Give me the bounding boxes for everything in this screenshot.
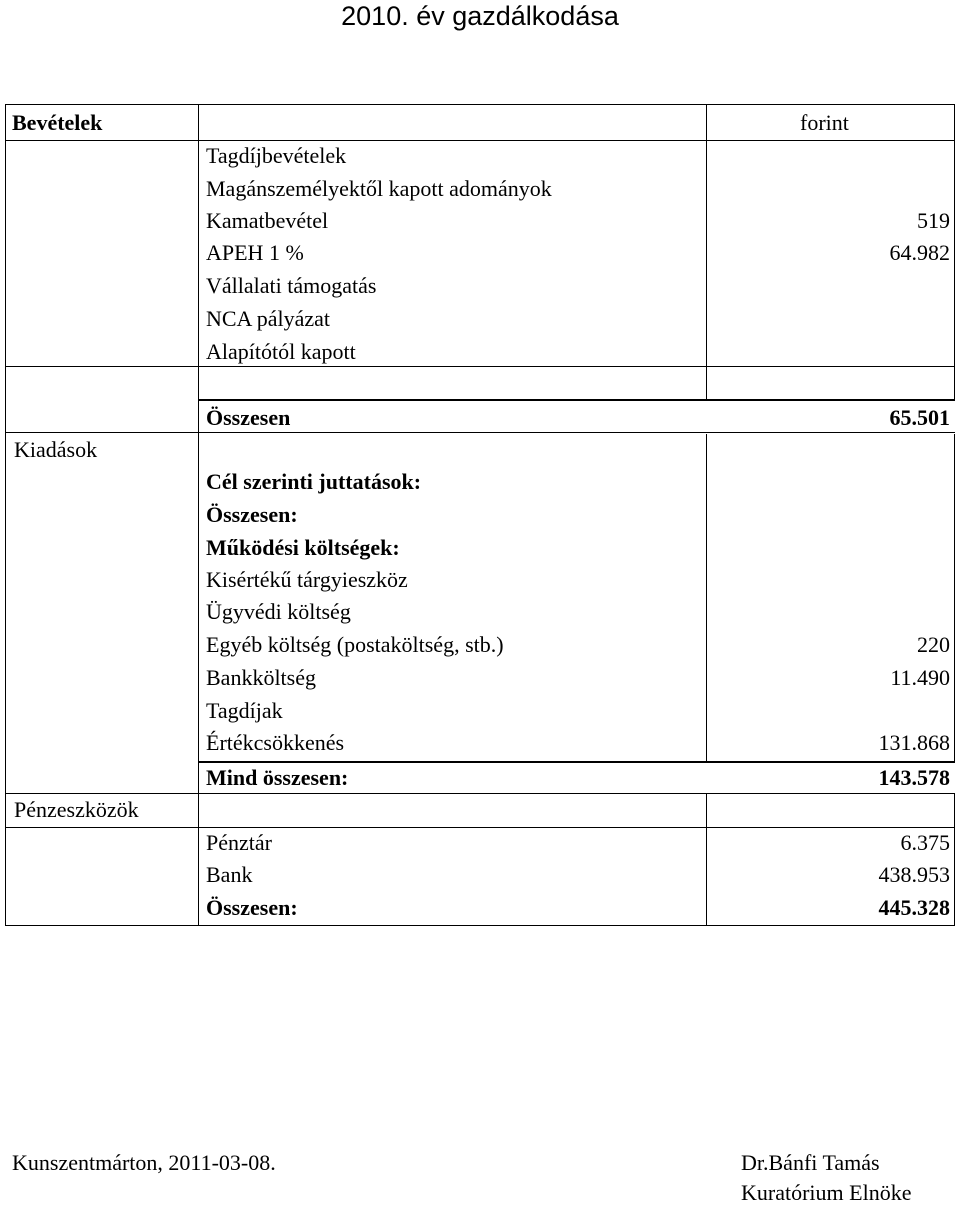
income-value-apeh: 64.982 — [889, 240, 950, 265]
income-total-value: 65.501 — [889, 405, 950, 430]
income-label-adomany: Magánszemélyektől kapott adományok — [206, 176, 552, 201]
expense-label-targyieszkoz: Kisértékű tárgyieszköz — [206, 567, 408, 592]
income-label-nca: NCA pályázat — [206, 306, 331, 331]
expense-label-ugyvedi: Ügyvédi költség — [206, 599, 351, 624]
expense-total-label: Mind összesen: — [206, 765, 349, 790]
page-title: 2010. év gazdálkodása — [341, 1, 619, 31]
asset-total-label: Összesen: — [206, 895, 298, 920]
unit-label: forint — [800, 110, 849, 135]
expense-value-ertekcsokkenes: 131.868 — [878, 730, 950, 755]
expense-label-egyeb: Egyéb költség (postaköltség, stb.) — [206, 632, 504, 657]
income-value-kamat: 519 — [917, 208, 950, 233]
place-date: Kunszentmárton, 2011-03-08. — [12, 1150, 276, 1175]
signer-title: Kuratórium Elnöke — [741, 1180, 912, 1205]
cel-szerinti-label: Cél szerinti juttatások: — [206, 469, 422, 494]
income-total-label: Összesen — [206, 405, 291, 430]
income-label-alapito: Alapítótól kapott — [206, 339, 356, 364]
signer-name: Dr.Bánfi Tamás — [741, 1150, 880, 1175]
asset-value-penztar: 6.375 — [900, 830, 950, 855]
income-label-apeh: APEH 1 % — [206, 240, 304, 265]
bevetelek-heading: Bevételek — [12, 110, 103, 135]
income-label-vallalati: Vállalati támogatás — [206, 273, 377, 298]
penzeszkozok-heading: Pénzeszközök — [14, 797, 139, 822]
expense-label-bank: Bankköltség — [206, 665, 316, 690]
asset-label-bank: Bank — [206, 862, 253, 887]
kiadasok-heading: Kiadások — [14, 437, 98, 462]
expense-value-bank: 11.490 — [890, 665, 950, 690]
asset-label-penztar: Pénztár — [206, 830, 272, 855]
cel-osszesen-label: Összesen: — [206, 502, 298, 527]
expense-label-tagdijak: Tagdíjak — [206, 698, 283, 723]
income-label-kamat: Kamatbevétel — [206, 208, 329, 233]
expense-value-egyeb: 220 — [917, 632, 950, 657]
asset-total-value: 445.328 — [878, 895, 950, 920]
expense-label-ertekcsokkenes: Értékcsökkenés — [206, 730, 345, 755]
asset-value-bank: 438.953 — [878, 862, 950, 887]
income-label-tagdij: Tagdíjbevételek — [206, 143, 347, 168]
mukodesi-label: Működési költségek: — [206, 535, 400, 560]
expense-total-value: 143.578 — [878, 765, 950, 790]
